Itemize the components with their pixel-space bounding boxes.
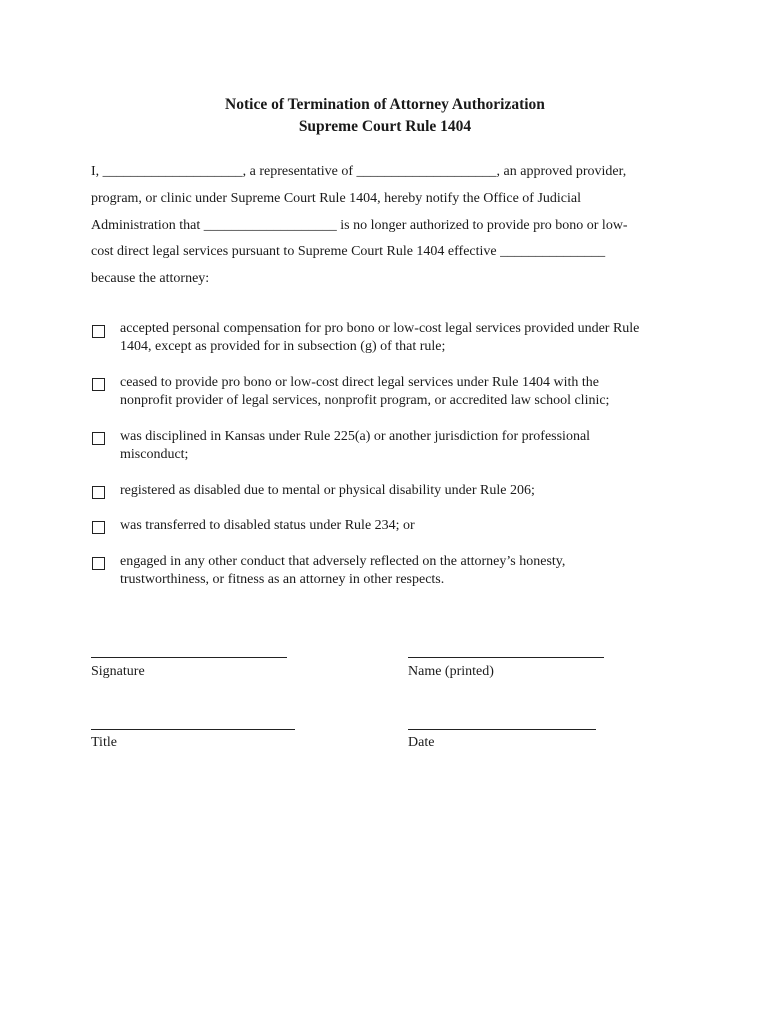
checkbox-label-line: was transferred to disabled status under Rule 234; or	[120, 518, 415, 533]
checkbox-label-line: registered as disabled due to mental or physical disability under Rule 206;	[120, 483, 535, 498]
name-printed-label: Name (printed)	[408, 664, 494, 679]
body-line: cost direct legal services pursuant to Supreme Court Rule 1404 effective _______________	[91, 244, 606, 259]
checkbox-label	[120, 517, 690, 535]
body-line: because the attorney:	[91, 271, 210, 286]
checkbox-compensation[interactable]	[92, 325, 105, 338]
title-label: Title	[91, 735, 117, 750]
signature-line[interactable]	[91, 657, 287, 658]
checkbox-label-line: nonprofit provider of legal services, nonprofit program, or accredited law school clinic;	[120, 393, 610, 408]
body-line: program, or clinic under Supreme Court Rule 1404, hereby notify the Office of Judicial	[91, 191, 581, 206]
checkbox-label	[120, 553, 690, 589]
body-line: I, ____________________, a representative of ____________________, an approved provider,	[91, 164, 627, 179]
checkbox-label	[120, 320, 690, 356]
checkbox-label-line: ceased to provide pro bono or low-cost direct legal services under Rule 1404 with the	[120, 375, 599, 390]
checkbox-label-line: was disciplined in Kansas under Rule 225(a) or another jurisdiction for professional	[120, 429, 591, 444]
checkbox-ceased-services[interactable]	[92, 378, 105, 391]
date-line[interactable]	[408, 729, 596, 730]
checkbox-other-conduct[interactable]	[92, 557, 105, 570]
date-label: Date	[408, 735, 435, 750]
document-title: Notice of Termination of Attorney Authorization	[225, 96, 545, 113]
signature-label: Signature	[91, 664, 145, 679]
checkbox-label-line: trustworthiness, or fitness as an attorney in other respects.	[120, 572, 445, 587]
document-subtitle: Supreme Court Rule 1404	[298, 118, 472, 135]
checkbox-label-line: engaged in any other conduct that adversely reflected on the attorney’s honesty,	[120, 554, 566, 569]
title-line[interactable]	[91, 729, 295, 730]
checkbox-disabled-registered[interactable]	[92, 486, 105, 499]
name-printed-line[interactable]	[408, 657, 604, 658]
checkbox-label-line: accepted personal compensation for pro bono or low-cost legal services provided under Rule	[120, 321, 640, 336]
checkbox-disciplined[interactable]	[92, 432, 105, 445]
checkbox-label	[120, 428, 690, 464]
checkbox-disabled-transferred[interactable]	[92, 521, 105, 534]
checkbox-label-line: misconduct;	[120, 447, 189, 462]
checkbox-label	[120, 374, 690, 410]
checkbox-label	[120, 482, 690, 500]
checkbox-label-line: 1404, except as provided for in subsection (g) of that rule;	[120, 339, 446, 354]
body-line: Administration that ___________________ is no longer authorized to provide pro bono or low-	[91, 218, 628, 233]
